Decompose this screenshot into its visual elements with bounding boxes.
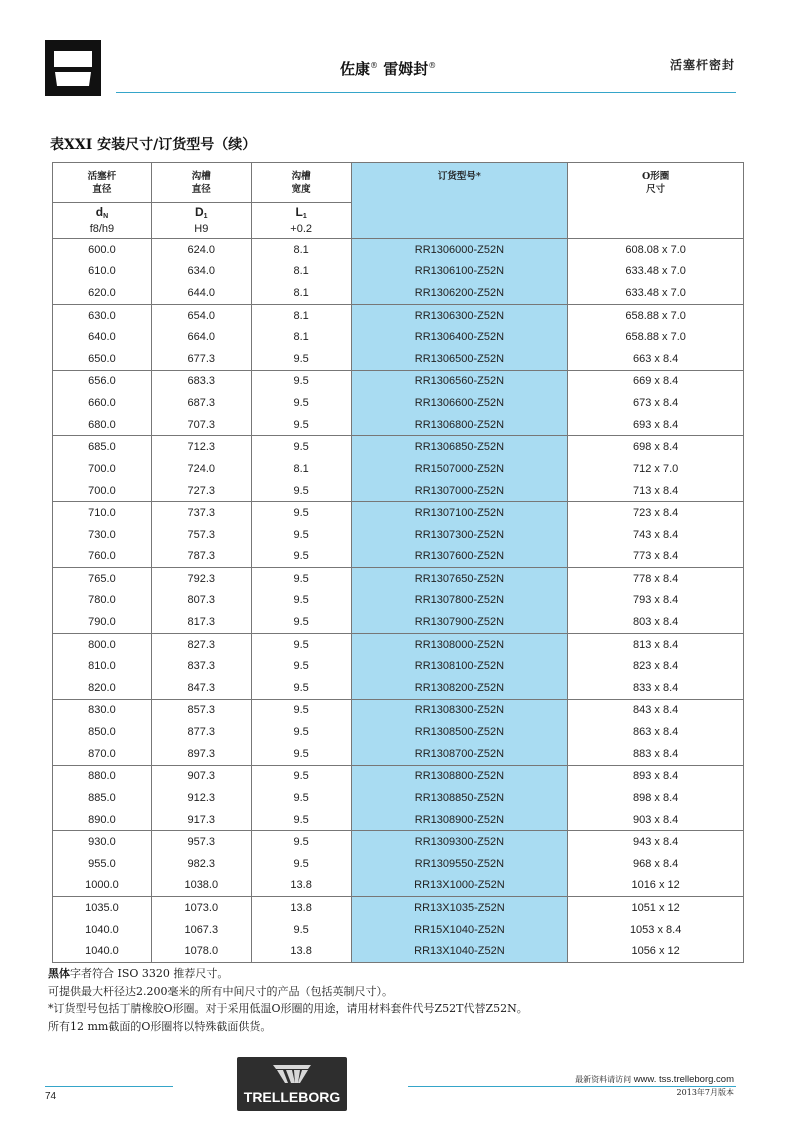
cell-oring-size: 693 x 8.4 — [568, 414, 744, 436]
cell-groove-diameter: 712.3 — [151, 436, 251, 458]
column-header-part-number: 订货型号* — [351, 163, 568, 239]
cell-part-number: RR1306100-Z52N — [351, 260, 568, 282]
cell-part-number: RR1306800-Z52N — [351, 414, 568, 436]
table-row — [53, 348, 744, 370]
cell-oring-size: 663 x 8.4 — [568, 348, 744, 370]
footer-info — [575, 1073, 734, 1099]
cell-oring-size: 713 x 8.4 — [568, 480, 744, 502]
cell-oring-size: 712 x 7.0 — [568, 458, 744, 480]
cell-groove-diameter: 664.0 — [151, 326, 251, 348]
cell-groove-width: 9.5 — [251, 370, 351, 392]
column-header-groove-diameter: 沟槽 直径 — [151, 163, 251, 203]
cell-oring-size: 813 x 8.4 — [568, 633, 744, 655]
cell-part-number: RR1307600-Z52N — [351, 546, 568, 568]
table-row — [53, 611, 744, 633]
table-row — [53, 677, 744, 699]
cell-rod-diameter: 1000.0 — [53, 875, 152, 897]
cell-part-number: RR1306500-Z52N — [351, 348, 568, 370]
table-row — [53, 326, 744, 348]
cell-groove-width: 9.5 — [251, 677, 351, 699]
cell-part-number: RR1307000-Z52N — [351, 480, 568, 502]
column-symbol-l1: L1 +0.2 — [251, 203, 351, 239]
table-row — [53, 590, 744, 612]
cell-rod-diameter: 955.0 — [53, 853, 152, 875]
cell-part-number: RR1309300-Z52N — [351, 831, 568, 853]
table-row — [53, 721, 744, 743]
cell-rod-diameter: 660.0 — [53, 392, 152, 414]
cell-part-number: RR1307300-Z52N — [351, 524, 568, 546]
website-link[interactable]: www. tss.trelleborg.com — [633, 1074, 734, 1085]
cell-oring-size: 1053 x 8.4 — [568, 919, 744, 941]
cell-oring-size: 608.08 x 7.0 — [568, 239, 744, 261]
zurcon-logo-icon — [45, 40, 101, 96]
cell-groove-width: 9.5 — [251, 655, 351, 677]
table-row — [53, 831, 744, 853]
cell-groove-diameter: 847.3 — [151, 677, 251, 699]
cell-part-number: RR1307100-Z52N — [351, 502, 568, 524]
cell-groove-width: 9.5 — [251, 524, 351, 546]
cell-groove-diameter: 724.0 — [151, 458, 251, 480]
cell-part-number: RR1306850-Z52N — [351, 436, 568, 458]
trelleborg-logo — [237, 1057, 347, 1111]
brand-name: 佐康 — [340, 60, 371, 78]
cell-oring-size: 773 x 8.4 — [568, 546, 744, 568]
cell-groove-width: 9.5 — [251, 919, 351, 941]
cell-groove-width: 8.1 — [251, 326, 351, 348]
cell-groove-diameter: 737.3 — [151, 502, 251, 524]
cell-part-number: RR13X1035-Z52N — [351, 897, 568, 919]
table-row — [53, 897, 744, 919]
cell-oring-size: 743 x 8.4 — [568, 524, 744, 546]
cell-groove-diameter: 707.3 — [151, 414, 251, 436]
cell-groove-diameter: 792.3 — [151, 568, 251, 590]
cell-groove-width: 9.5 — [251, 765, 351, 787]
cell-groove-width: 9.5 — [251, 546, 351, 568]
cell-groove-width: 9.5 — [251, 611, 351, 633]
cell-rod-diameter: 1040.0 — [53, 941, 152, 963]
cell-groove-diameter: 827.3 — [151, 633, 251, 655]
cell-rod-diameter: 640.0 — [53, 326, 152, 348]
cell-groove-diameter: 683.3 — [151, 370, 251, 392]
table-row — [53, 392, 744, 414]
cell-rod-diameter: 600.0 — [53, 239, 152, 261]
cell-oring-size: 669 x 8.4 — [568, 370, 744, 392]
cell-oring-size: 833 x 8.4 — [568, 677, 744, 699]
cell-rod-diameter: 700.0 — [53, 480, 152, 502]
cell-groove-diameter: 677.3 — [151, 348, 251, 370]
cell-oring-size: 883 x 8.4 — [568, 743, 744, 765]
cell-groove-width: 8.1 — [251, 239, 351, 261]
cell-part-number: RR1306000-Z52N — [351, 239, 568, 261]
cell-rod-diameter: 850.0 — [53, 721, 152, 743]
cell-oring-size: 658.88 x 7.0 — [568, 326, 744, 348]
cell-rod-diameter: 830.0 — [53, 699, 152, 721]
logo-wordmark: TRELLEBORG — [243, 1089, 341, 1105]
table-row — [53, 919, 744, 941]
cell-part-number: RR1309550-Z52N — [351, 853, 568, 875]
cell-part-number: RR1306600-Z52N — [351, 392, 568, 414]
table-row — [53, 809, 744, 831]
cell-groove-width: 9.5 — [251, 414, 351, 436]
cell-part-number: RR1308800-Z52N — [351, 765, 568, 787]
table-row — [53, 853, 744, 875]
cell-rod-diameter: 620.0 — [53, 282, 152, 304]
cell-oring-size: 633.48 x 7.0 — [568, 260, 744, 282]
table-row — [53, 436, 744, 458]
cell-groove-width: 9.5 — [251, 436, 351, 458]
cell-groove-diameter: 624.0 — [151, 239, 251, 261]
edition-date: 2013年7月版本 — [676, 1088, 734, 1097]
cell-groove-diameter: 644.0 — [151, 282, 251, 304]
cell-rod-diameter: 700.0 — [53, 458, 152, 480]
cell-oring-size: 778 x 8.4 — [568, 568, 744, 590]
cell-rod-diameter: 765.0 — [53, 568, 152, 590]
table-row — [53, 655, 744, 677]
cell-rod-diameter: 870.0 — [53, 743, 152, 765]
cell-part-number: RR1308200-Z52N — [351, 677, 568, 699]
column-header-rod-diameter: 活塞杆 直径 — [53, 163, 152, 203]
table-row — [53, 941, 744, 963]
table-row — [53, 304, 744, 326]
cell-groove-diameter: 897.3 — [151, 743, 251, 765]
product-name: 雷姆封 — [383, 60, 429, 78]
cell-part-number: RR1507000-Z52N — [351, 458, 568, 480]
cell-groove-width: 9.5 — [251, 787, 351, 809]
cell-part-number: RR1306300-Z52N — [351, 304, 568, 326]
footnotes — [48, 965, 528, 1035]
cell-groove-width: 9.5 — [251, 809, 351, 831]
cell-groove-diameter: 912.3 — [151, 787, 251, 809]
cell-groove-diameter: 817.3 — [151, 611, 251, 633]
table-row — [53, 787, 744, 809]
dimensions-table — [52, 162, 744, 963]
cell-part-number: RR1308700-Z52N — [351, 743, 568, 765]
cell-groove-width: 13.8 — [251, 897, 351, 919]
cell-groove-width: 9.5 — [251, 633, 351, 655]
cell-oring-size: 793 x 8.4 — [568, 590, 744, 612]
cell-rod-diameter: 656.0 — [53, 370, 152, 392]
cell-groove-width: 9.5 — [251, 721, 351, 743]
cell-oring-size: 1016 x 12 — [568, 875, 744, 897]
table-title: 表XXI 安装尺寸/订货型号（续） — [50, 137, 257, 153]
reg-mark: ® — [428, 61, 437, 70]
cell-oring-size: 843 x 8.4 — [568, 699, 744, 721]
header-divider — [116, 92, 736, 93]
brand-title — [340, 58, 436, 79]
cell-groove-diameter: 1038.0 — [151, 875, 251, 897]
cell-rod-diameter: 710.0 — [53, 502, 152, 524]
cell-groove-width: 9.5 — [251, 831, 351, 853]
cell-part-number: RR1308500-Z52N — [351, 721, 568, 743]
cell-rod-diameter: 1040.0 — [53, 919, 152, 941]
cell-rod-diameter: 790.0 — [53, 611, 152, 633]
cell-groove-width: 9.5 — [251, 480, 351, 502]
table-row — [53, 875, 744, 897]
cell-groove-width: 9.5 — [251, 568, 351, 590]
cell-part-number: RR1307900-Z52N — [351, 611, 568, 633]
cell-part-number: RR1307650-Z52N — [351, 568, 568, 590]
table-row — [53, 633, 744, 655]
table-body — [53, 239, 744, 963]
table-row — [53, 568, 744, 590]
cell-oring-size: 723 x 8.4 — [568, 502, 744, 524]
cell-part-number: RR1308850-Z52N — [351, 787, 568, 809]
cell-part-number: RR15X1040-Z52N — [351, 919, 568, 941]
cell-oring-size: 633.48 x 7.0 — [568, 282, 744, 304]
cell-part-number: RR1308100-Z52N — [351, 655, 568, 677]
cell-groove-width: 9.5 — [251, 392, 351, 414]
column-symbol-d1: D1 H9 — [151, 203, 251, 239]
cell-part-number: RR1308900-Z52N — [351, 809, 568, 831]
column-header-oring-size: O形圈 尺寸 — [568, 163, 744, 239]
footer-divider-left — [45, 1086, 173, 1087]
table-row — [53, 765, 744, 787]
cell-groove-diameter: 757.3 — [151, 524, 251, 546]
trelleborg-mark-icon — [272, 1063, 312, 1085]
cell-groove-diameter: 1078.0 — [151, 941, 251, 963]
cell-groove-diameter: 1073.0 — [151, 897, 251, 919]
cell-rod-diameter: 780.0 — [53, 590, 152, 612]
cell-oring-size: 673 x 8.4 — [568, 392, 744, 414]
cell-rod-diameter: 800.0 — [53, 633, 152, 655]
cell-groove-diameter: 787.3 — [151, 546, 251, 568]
cell-groove-diameter: 807.3 — [151, 590, 251, 612]
cell-oring-size: 1051 x 12 — [568, 897, 744, 919]
table-row — [53, 260, 744, 282]
cell-oring-size: 893 x 8.4 — [568, 765, 744, 787]
table-row — [53, 458, 744, 480]
table-row — [53, 502, 744, 524]
cell-groove-diameter: 857.3 — [151, 699, 251, 721]
cell-oring-size: 968 x 8.4 — [568, 853, 744, 875]
footnote: 黑体字者符合 ISO 3320 推荐尺寸。 — [48, 967, 229, 980]
column-symbol-dn: dN f8/h9 — [53, 203, 152, 239]
table-row — [53, 239, 744, 261]
cell-groove-width: 9.5 — [251, 853, 351, 875]
cell-part-number: RR13X1040-Z52N — [351, 941, 568, 963]
cell-oring-size: 698 x 8.4 — [568, 436, 744, 458]
cell-groove-diameter: 957.3 — [151, 831, 251, 853]
cell-groove-width: 13.8 — [251, 875, 351, 897]
cell-part-number: RR1306560-Z52N — [351, 370, 568, 392]
cell-groove-width: 8.1 — [251, 282, 351, 304]
cell-groove-diameter: 837.3 — [151, 655, 251, 677]
reg-mark: ® — [370, 61, 379, 70]
cell-rod-diameter: 820.0 — [53, 677, 152, 699]
cell-rod-diameter: 650.0 — [53, 348, 152, 370]
footnote: *订货型号包括丁腈橡胶O形圈。对于采用低温O形圈的用途，请用材料套件代号Z52T代替Z52N。 — [48, 1002, 528, 1015]
cell-oring-size: 898 x 8.4 — [568, 787, 744, 809]
cell-oring-size: 823 x 8.4 — [568, 655, 744, 677]
cell-rod-diameter: 730.0 — [53, 524, 152, 546]
cell-groove-width: 8.1 — [251, 260, 351, 282]
cell-rod-diameter: 885.0 — [53, 787, 152, 809]
table-row — [53, 546, 744, 568]
cell-groove-diameter: 982.3 — [151, 853, 251, 875]
cell-groove-width: 9.5 — [251, 743, 351, 765]
website-label: 最新资料请访问 — [575, 1075, 632, 1084]
cell-groove-diameter: 654.0 — [151, 304, 251, 326]
cell-groove-diameter: 917.3 — [151, 809, 251, 831]
cell-part-number: RR1306200-Z52N — [351, 282, 568, 304]
cell-oring-size: 903 x 8.4 — [568, 809, 744, 831]
cell-rod-diameter: 890.0 — [53, 809, 152, 831]
cell-oring-size: 863 x 8.4 — [568, 721, 744, 743]
cell-groove-diameter: 634.0 — [151, 260, 251, 282]
table-row — [53, 370, 744, 392]
cell-rod-diameter: 685.0 — [53, 436, 152, 458]
cell-oring-size: 803 x 8.4 — [568, 611, 744, 633]
footnote: 所有12 mm截面的O形圈将以特殊截面供货。 — [48, 1019, 272, 1033]
cell-rod-diameter: 880.0 — [53, 765, 152, 787]
column-header-groove-width: 沟槽 宽度 — [251, 163, 351, 203]
cell-oring-size: 658.88 x 7.0 — [568, 304, 744, 326]
cell-oring-size: 1056 x 12 — [568, 941, 744, 963]
cell-groove-width: 13.8 — [251, 941, 351, 963]
cell-rod-diameter: 630.0 — [53, 304, 152, 326]
cell-groove-diameter: 877.3 — [151, 721, 251, 743]
table-row — [53, 743, 744, 765]
cell-groove-width: 8.1 — [251, 304, 351, 326]
page-number: 74 — [45, 1091, 57, 1102]
cell-rod-diameter: 1035.0 — [53, 897, 152, 919]
cell-groove-diameter: 1067.3 — [151, 919, 251, 941]
table-row — [53, 699, 744, 721]
footnote: 可提供最大杆径达2.200毫米的所有中间尺寸的产品（包括英制尺寸）。 — [48, 984, 393, 998]
table-row — [53, 524, 744, 546]
cell-part-number: RR13X1000-Z52N — [351, 875, 568, 897]
cell-part-number: RR1308000-Z52N — [351, 633, 568, 655]
cell-rod-diameter: 810.0 — [53, 655, 152, 677]
cell-groove-diameter: 687.3 — [151, 392, 251, 414]
cell-part-number: RR1307800-Z52N — [351, 590, 568, 612]
cell-groove-diameter: 907.3 — [151, 765, 251, 787]
cell-rod-diameter: 680.0 — [53, 414, 152, 436]
cell-groove-width: 9.5 — [251, 699, 351, 721]
cell-rod-diameter: 760.0 — [53, 546, 152, 568]
cell-groove-width: 9.5 — [251, 348, 351, 370]
cell-oring-size: 943 x 8.4 — [568, 831, 744, 853]
table-row — [53, 480, 744, 502]
cell-part-number: RR1306400-Z52N — [351, 326, 568, 348]
cell-rod-diameter: 930.0 — [53, 831, 152, 853]
cell-groove-diameter: 727.3 — [151, 480, 251, 502]
cell-groove-width: 9.5 — [251, 590, 351, 612]
table-row — [53, 282, 744, 304]
cell-part-number: RR1308300-Z52N — [351, 699, 568, 721]
cell-rod-diameter: 610.0 — [53, 260, 152, 282]
cell-groove-width: 8.1 — [251, 458, 351, 480]
table-row — [53, 414, 744, 436]
cell-groove-width: 9.5 — [251, 502, 351, 524]
section-title: 活塞杆密封 — [669, 58, 735, 72]
